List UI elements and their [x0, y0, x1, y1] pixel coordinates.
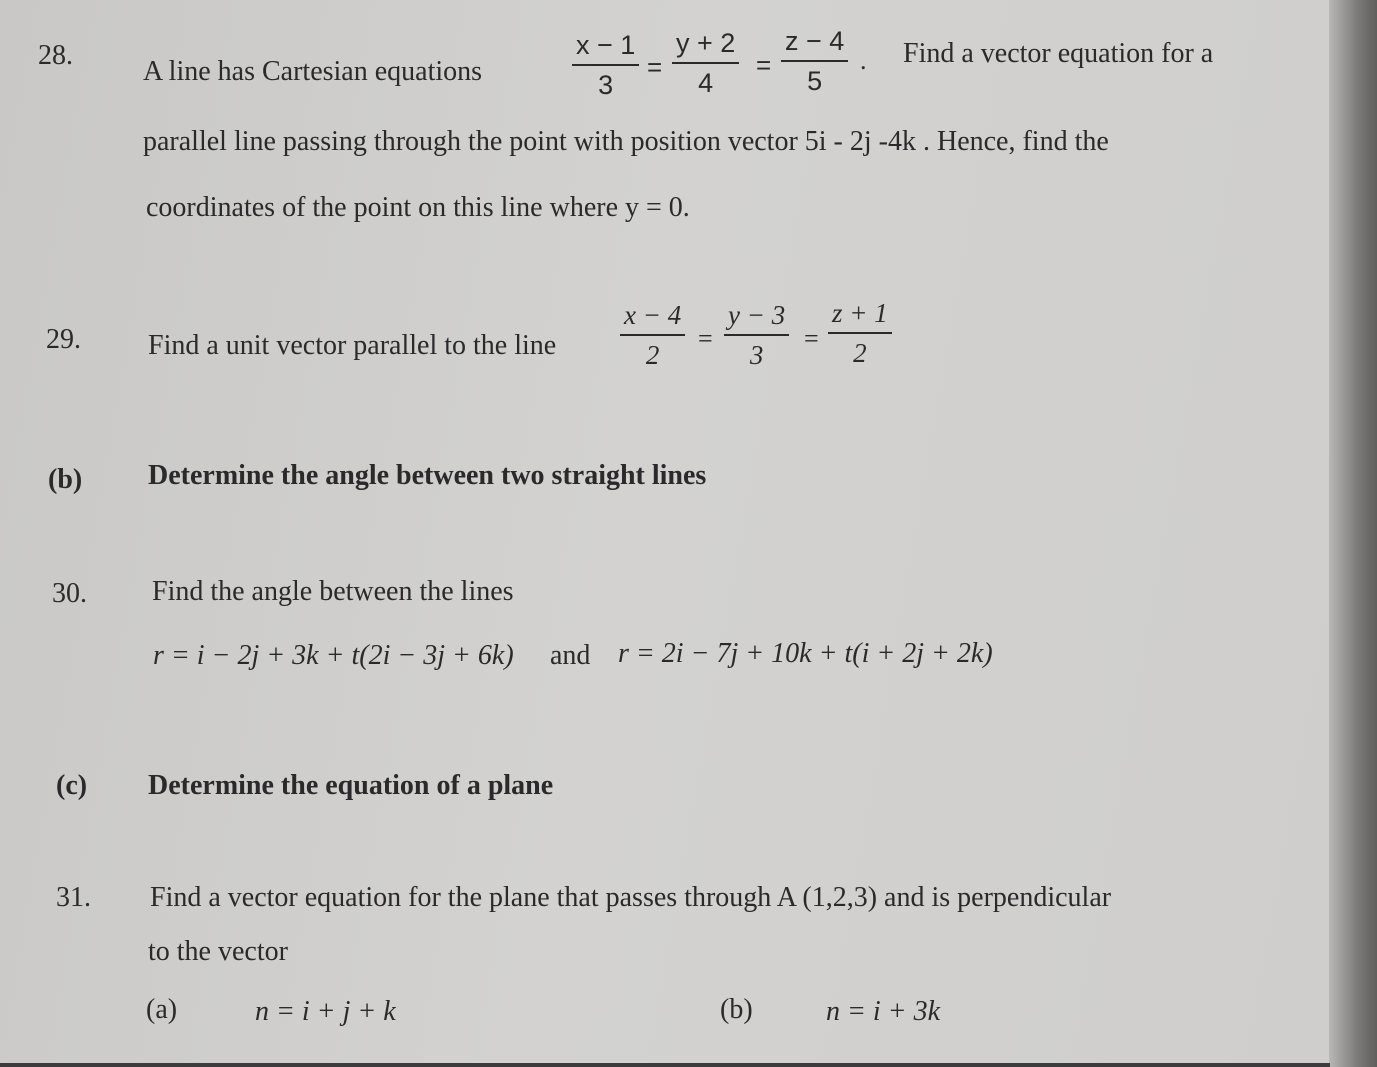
fraction-numerator: z − 4: [781, 28, 848, 62]
fraction-denominator: 4: [698, 68, 714, 98]
part-a-label: (a): [146, 994, 178, 1025]
line-equation-1: r = i − 2j + 3k + t(2i − 3j + 6k): [153, 640, 514, 671]
equals-sign: =: [647, 52, 663, 82]
fraction-numerator: y − 3: [724, 302, 789, 336]
fraction-numerator: x − 1: [572, 32, 639, 66]
question-28-line3: coordinates of the point on this line where y = 0.: [146, 192, 690, 223]
equals-sign: =: [756, 50, 772, 80]
section-b-title: Determine the angle between two straight lines: [148, 460, 707, 491]
question-28-line1-tail: Find a vector equation for a: [903, 38, 1214, 69]
question-29-fraction-y: [724, 302, 789, 369]
fraction-numerator: x − 4: [620, 302, 685, 336]
question-29-text: Find a unit vector parallel to the line: [148, 330, 557, 361]
and-connector: and: [550, 640, 591, 671]
fraction-denominator: 5: [807, 66, 823, 96]
section-b-label: (b): [48, 464, 83, 495]
part-b-vector: n = i + 3k: [826, 996, 940, 1027]
equals-sign: =: [698, 324, 713, 353]
question-29-number: 29.: [46, 324, 81, 355]
question-31-line2: to the vector: [148, 936, 288, 967]
question-29-fraction-z: [828, 300, 892, 367]
question-28-line1: A line has Cartesian equations: [143, 56, 483, 87]
equals-sign: =: [804, 324, 819, 353]
question-30-text: Find the angle between the lines: [152, 576, 514, 607]
fraction-denominator: 2: [645, 340, 660, 370]
question-31-line1: Find a vector equation for the plane that passes through A (1,2,3) and is perpendicular: [150, 882, 1112, 913]
line-equation-2: r = 2i − 7j + 10k + t(i + 2j + 2k): [618, 638, 993, 669]
period: .: [860, 46, 867, 75]
bottom-border: [0, 1063, 1330, 1067]
fraction-numerator: z + 1: [828, 300, 892, 334]
question-28-fraction-x: [572, 32, 639, 99]
question-29-fraction-x: [620, 302, 685, 369]
question-31-number: 31.: [56, 882, 91, 913]
question-30-number: 30.: [52, 578, 87, 609]
page-edge-shadow: [1329, 0, 1377, 1067]
fraction-numerator: y + 2: [672, 30, 739, 64]
question-28-fraction-z: [781, 28, 848, 95]
part-a-vector: n = i + j + k: [255, 996, 396, 1027]
fraction-denominator: 3: [598, 70, 614, 100]
section-c-title: Determine the equation of a plane: [148, 770, 554, 801]
fraction-denominator: 3: [749, 340, 764, 370]
question-28-line2: parallel line passing through the point with position vector 5i - 2j -4k . Hence, find the: [143, 126, 1109, 157]
question-28-fraction-y: [672, 30, 739, 97]
question-28-number: 28.: [38, 40, 73, 71]
fraction-denominator: 2: [853, 338, 867, 368]
part-b-label: (b): [720, 994, 753, 1025]
section-c-label: (c): [56, 770, 88, 801]
